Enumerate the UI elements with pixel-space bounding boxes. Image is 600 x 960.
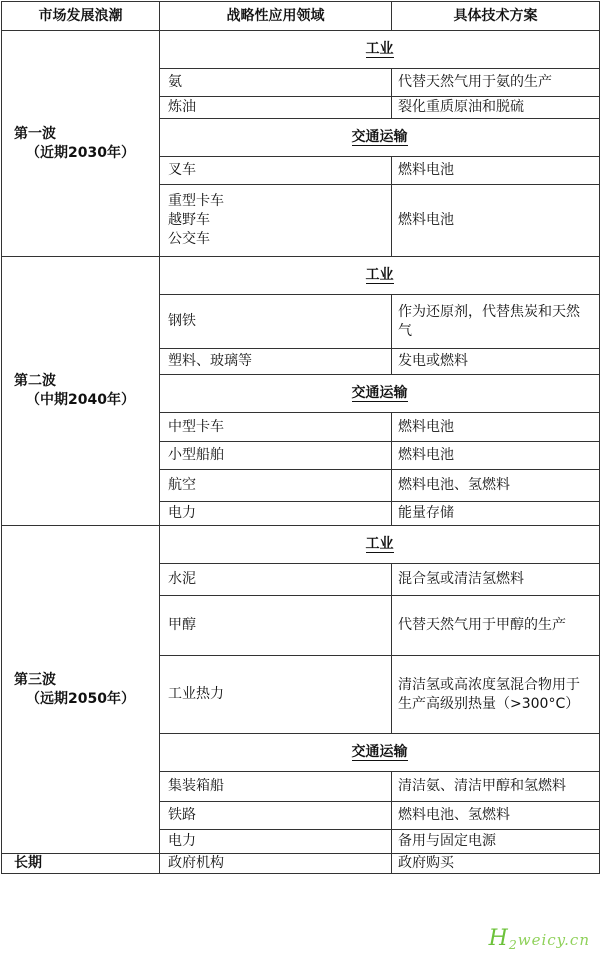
solution-cell: 清洁氨、清洁甲醇和氢燃料 [392,772,600,802]
category-heading [160,734,600,772]
solution-cell: 燃料电池 [392,413,600,442]
solution-cell: 能量存储 [392,502,600,526]
solution-cell: 清洁氢或高浓度氢混合物用于生产高级别热量（>300°C） [392,656,600,734]
wave-cell [2,31,160,257]
application-cell [160,564,392,596]
application-label: 水泥 [168,571,196,587]
header-row [2,2,600,31]
site-watermark [489,926,590,952]
header-wave: 市场发展浪潮 [2,2,160,31]
solution-cell: 代替天然气用于甲醇的生产 [392,596,600,656]
wave-period: （中期2040年） [26,392,135,408]
application-label: 塑料、玻璃等 [168,353,252,369]
category-heading [160,119,600,157]
application-cell [160,413,392,442]
solution-cell: 裂化重质原油和脱硫 [392,97,600,119]
solution-cell: 混合氢或清洁氢燃料 [392,564,600,596]
wave-title: 长期 [14,855,42,871]
solution-cell: 燃料电池 [392,442,600,470]
wave-title: 第二波 [14,373,56,389]
application-label: 小型船舶 [168,447,224,463]
category-row [2,526,600,564]
header-solution: 具体技术方案 [392,2,600,31]
table-row [2,854,600,874]
application-label: 航空 [168,477,196,493]
application-label: 叉车 [168,162,196,178]
category-label: 工业 [365,267,394,283]
solution-cell: 政府购买 [392,854,600,874]
watermark-suffix: weicy.cn [517,931,590,949]
application-label: 中型卡车 [168,418,224,435]
category-label: 工业 [365,41,394,57]
category-heading [160,31,600,69]
category-label: 交通运输 [351,385,408,401]
hydrogen-market-table [1,1,600,874]
solution-cell: 作为还原剂，代替焦炭和天然气 [392,295,600,349]
application-cell [160,502,392,526]
solution-cell: 燃料电池 [392,157,600,185]
application-cell [160,295,392,349]
wave-title: 第一波 [14,125,56,142]
solution-cell: 燃料电池、氢燃料 [392,470,600,502]
wave-cell [2,526,160,854]
solution-cell: 燃料电池、氢燃料 [392,802,600,830]
application-cell [160,470,392,502]
application-cell [160,830,392,854]
category-label: 交通运输 [351,744,408,760]
application-label: 重型卡车 [168,193,224,209]
application-cell [160,772,392,802]
application-label: 炼油 [168,99,196,115]
application-cell [160,349,392,375]
wave-period: （远期2050年） [26,690,135,707]
application-label: 公交车 [168,231,210,247]
solution-cell: 备用与固定电源 [392,830,600,854]
category-row [2,31,600,69]
solution-cell: 发电或燃料 [392,349,600,375]
solution-cell: 燃料电池 [392,185,600,257]
category-label: 交通运输 [351,129,408,145]
application-label: 工业热力 [168,686,224,702]
application-label: 钢铁 [168,313,196,329]
category-heading [160,526,600,564]
wave-cell [2,257,160,526]
category-row [2,257,600,295]
application-cell [160,802,392,830]
wave-period: （近期2030年） [26,144,135,161]
watermark-prefix: H [488,926,509,951]
application-cell [160,442,392,470]
category-heading [160,375,600,413]
application-label: 越野车 [168,212,210,228]
application-cell [160,97,392,119]
application-label: 电力 [168,505,196,521]
application-label: 政府机构 [168,855,224,871]
application-label: 铁路 [168,807,196,823]
wave-title: 第三波 [14,671,56,688]
watermark-sub: 2 [508,937,518,952]
application-cell [160,157,392,185]
application-cell [160,854,392,874]
application-cell [160,185,392,257]
header-application: 战略性应用领域 [160,2,392,31]
category-heading [160,257,600,295]
application-label: 甲醇 [168,617,196,633]
application-cell [160,69,392,97]
application-cell [160,656,392,734]
application-cell [160,596,392,656]
application-label: 电力 [168,833,196,849]
wave-cell [2,854,160,874]
category-label: 工业 [365,536,394,552]
solution-cell: 代替天然气用于氨的生产 [392,69,600,97]
application-label: 集装箱船 [168,778,224,794]
application-label: 氨 [168,74,182,90]
